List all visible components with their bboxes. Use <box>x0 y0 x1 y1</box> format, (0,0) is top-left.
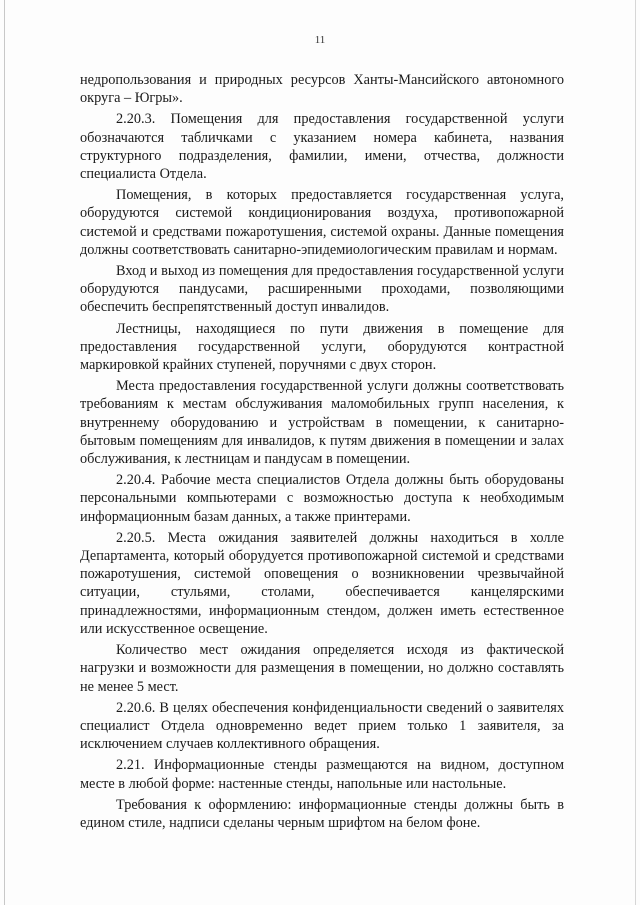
paragraph-premises-equipment: Помещения, в которых предоставляется государственная услуга, оборудуются системой кондиционирования воздуха, противопожарной системой и средствами пожаротушения, системой охраны. Данные помещения должны соответствовать санитарно-эпидемиологическим правилам и нормам. <box>80 187 564 258</box>
paragraph-2-20-4: 2.20.4. Рабочие места специалистов Отдела должны быть оборудованы персональными компьютерами с возможностью доступа к необходимым информационным базам данных, а также принтерами. <box>80 472 564 525</box>
paragraph-design-requirements: Требования к оформлению: информационные стенды должны быть в едином стиле, надписи сделаны черным шрифтом на белом фоне. <box>80 796 564 831</box>
paragraph-service-places: Места предоставления государственной услуги должны соответствовать требованиям к местам обслуживания маломобильных групп населения, к внутреннему оборудованию и устройствам в помещении, к санитарно-бытовым помещениям для инвалидов, к путям движения в помещении и залах обслуживания, к лестницам и пандусам в помещении. <box>80 378 564 468</box>
paragraph-entrance-ramps: Вход и выход из помещения для предоставления государственной услуги оборудуются пандусами, расширенными проходами, позволяющими обеспечить беспрепятственный доступ инвалидов. <box>80 263 564 316</box>
paragraph-2-20-5: 2.20.5. Места ожидания заявителей должны находиться в холле Департамента, который оборудуется противопожарной системой и средствами пожаротушения, системой оповещения о возникновении чрезвычайной ситуации, стульями, столами, обеспечивается канцелярскими принадлежностями, информационным стендом, должен иметь естественное или искусственное освещение. <box>80 529 564 637</box>
scan-edge-right <box>635 0 636 905</box>
paragraph-2-21: 2.21. Информационные стенды размещаются на видном, доступном месте в любой форме: настенные стенды, напольные или настольные. <box>80 757 564 792</box>
paragraph-waiting-places-count: Количество мест ожидания определяется исходя из фактической нагрузки и возможности для размещения в помещении, но должно составлять не менее 5 мест. <box>80 642 564 695</box>
paragraph-2-20-3: 2.20.3. Помещения для предоставления государственной услуги обозначаются табличками с указанием номера кабинета, названия структурного подразделения, фамилии, имени, отчества, должности специалиста Отдела. <box>80 111 564 183</box>
paragraph-continuation: недропользования и природных ресурсов Ханты-Мансийского автономного округа – Югры». <box>80 72 564 107</box>
paragraph-2-20-6: 2.20.6. В целях обеспечения конфиденциальности сведений о заявителях специалист Отдела одновременно ведет прием только 1 заявителя, за исключением случаев коллективного обращения. <box>80 699 564 753</box>
page-number: 11 <box>314 34 326 46</box>
paragraph-stairs: Лестницы, находящиеся по пути движения в помещение для предоставления государственной услуги, оборудуются контрастной маркировкой крайних ступеней, поручнями с двух сторон. <box>80 320 564 374</box>
document-body <box>80 71 564 832</box>
scan-edge-left <box>4 0 5 905</box>
